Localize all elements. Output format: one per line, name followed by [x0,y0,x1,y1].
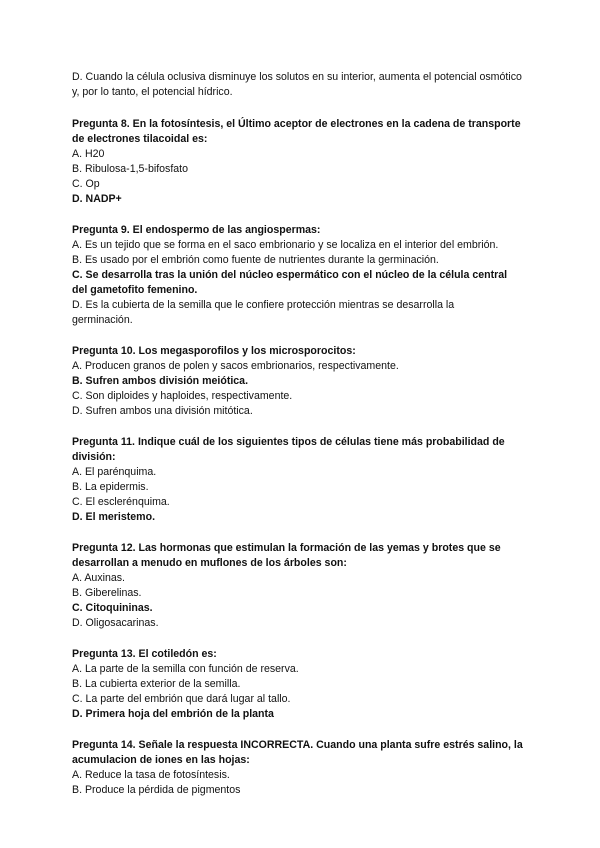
question-block [72,738,532,798]
question-block [72,541,532,631]
answer-option-correct: D. El meristemo. [72,511,156,523]
answer-option-correct: C. Se desarrolla tras la unión del núcleo espermático con el núcleo de la célula central del gametofito femenino. [72,269,508,296]
answer-option: B. Ribulosa-1,5-bifosfato [72,163,189,175]
question-title: Pregunta 8. En la fotosíntesis, el Último aceptor de electrones en la cadena de transporte de electrones tilacoidal es: [72,118,521,145]
question-title: Pregunta 11. Indique cuál de los siguientes tipos de células tiene más probabilidad de división: [72,436,505,463]
answer-option: A. Reduce la tasa de fotosíntesis. [72,769,230,781]
answer-option: A. H20 [72,148,105,160]
question-block [72,647,532,722]
answer-option-correct: B. Sufren ambos división meiótica. [72,375,249,387]
answer-option: C. La parte del embrión que dará lugar al tallo. [72,693,291,705]
question-title: Pregunta 13. El cotiledón es: [72,648,217,660]
answer-option: A. El parénquima. [72,466,157,478]
answer-option: D. Es la cubierta de la semilla que le confiere protección mientras se desarrolla la germinación. [72,299,455,326]
answer-option: A. Auxinas. [72,572,125,584]
answer-option: B. La cubierta exterior de la semilla. [72,678,241,690]
question-block [72,344,532,419]
question-block [72,435,532,525]
question-list [72,117,532,798]
question-title: Pregunta 14. Señale la respuesta INCORRECTA. Cuando una planta sufre estrés salino, la acumulacion de iones en las hojas: [72,739,523,766]
question-title: Pregunta 9. El endospermo de las angiospermas: [72,224,321,236]
answer-option: A. Es un tejido que se forma en el saco embrionario y se localiza en el interior del embrión. [72,239,499,251]
answer-option: D. Sufren ambos una división mitótica. [72,405,253,417]
answer-option: B. Giberelinas. [72,587,142,599]
document-page [72,70,532,814]
question-block [72,223,532,328]
answer-option: A. Producen granos de polen y sacos embrionarios, respectivamente. [72,360,399,372]
answer-option-correct: D. Primera hoja del embrión de la planta [72,708,274,720]
answer-option: B. Produce la pérdida de pigmentos [72,784,241,796]
answer-option: B. La epidermis. [72,481,149,493]
question-title: Pregunta 10. Los megasporofilos y los microsporocitos: [72,345,356,357]
answer-option: C. Son diploides y haploides, respectivamente. [72,390,293,402]
answer-option-correct: C. Citoquininas. [72,602,153,614]
intro-paragraph: D. Cuando la célula oclusiva disminuye los solutos en su interior, aumenta el potencial osmótico y, por lo tanto, el potencial hídrico. [72,71,522,98]
answer-option: C. Op [72,178,100,190]
question-block [72,117,532,207]
answer-option: D. Oligosacarinas. [72,617,159,629]
answer-option: B. Es usado por el embrión como fuente de nutrientes durante la germinación. [72,254,439,266]
answer-option-correct: D. NADP+ [72,193,122,205]
answer-option: C. El esclerénquima. [72,496,170,508]
answer-option: A. La parte de la semilla con función de reserva. [72,663,299,675]
question-title: Pregunta 12. Las hormonas que estimulan la formación de las yemas y brotes que se desarrollan a menudo en muflones de los árboles son: [72,542,501,569]
